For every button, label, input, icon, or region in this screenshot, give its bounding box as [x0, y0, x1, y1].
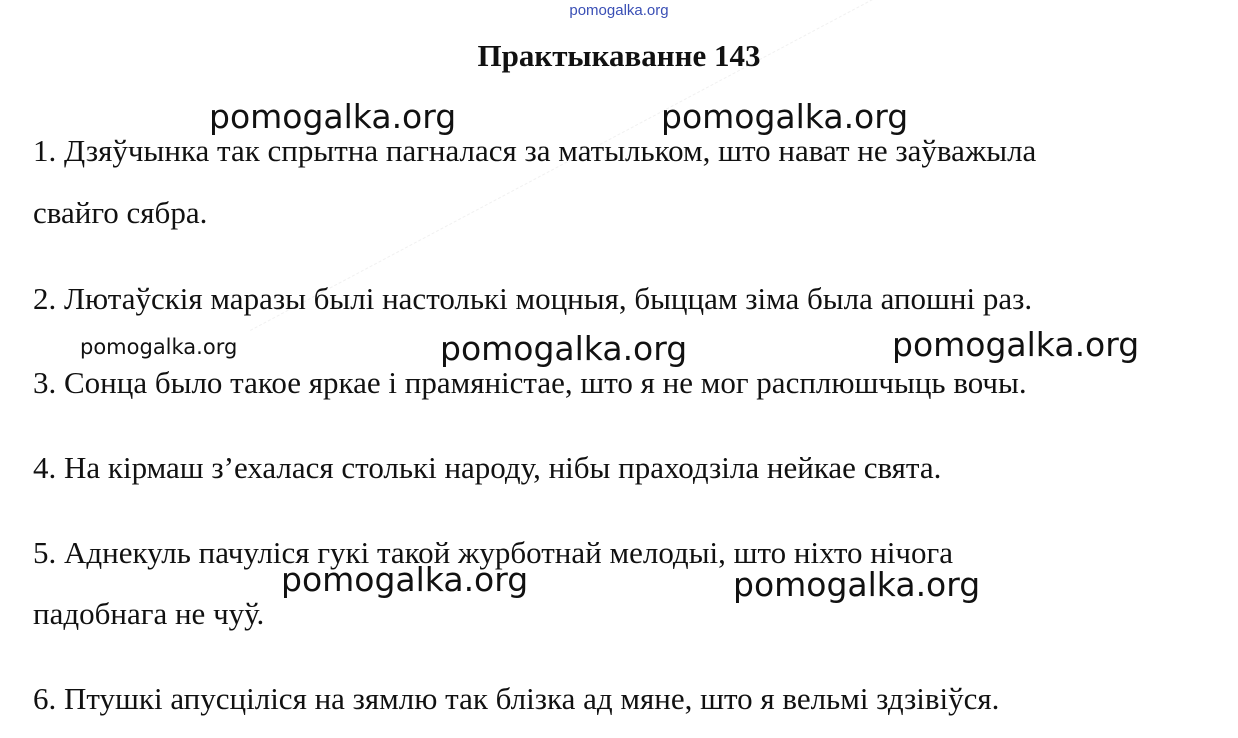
watermark: pomogalka.org	[209, 97, 457, 136]
exercise-item-6: 6. Птушкі апусціліся на зямлю так блізка ад мяне, што я вельмі здзівіўся.	[33, 681, 1000, 716]
site-link[interactable]: pomogalka.org	[569, 2, 669, 19]
watermark: pomogalka.org	[661, 97, 909, 136]
watermark: pomogalka.org	[440, 329, 688, 368]
exercise-item-1-line-1: 1. Дзяўчынка так спрытна пагналася за матыльком, што нават не заўважыла	[33, 133, 1037, 168]
watermark: pomogalka.org	[733, 565, 981, 604]
watermark: pomogalka.org	[80, 335, 238, 359]
exercise-item-5-line-2: падобнага не чуў.	[33, 596, 265, 631]
exercise-item-5-line-1: 5. Аднекуль пачуліся гукі такой журботнай мелодыі, што ніхто нічога	[33, 535, 953, 570]
page-title: Практыкаванне 143	[477, 38, 761, 73]
exercise-item-4: 4. На кірмаш з’ехалася столькі народу, нібы праходзіла нейкае свята.	[33, 450, 942, 485]
watermark: pomogalka.org	[892, 325, 1140, 364]
exercise-item-1-line-2: свайго сябра.	[33, 195, 208, 230]
exercise-item-3: 3. Сонца было такое яркае і прамяністае, што я не мог расплюшчыць вочы.	[33, 365, 1027, 400]
exercise-item-2: 2. Лютаўскія маразы былі настолькі моцныя, быццам зіма была апошні раз.	[33, 281, 1033, 316]
watermark: pomogalka.org	[281, 560, 529, 599]
